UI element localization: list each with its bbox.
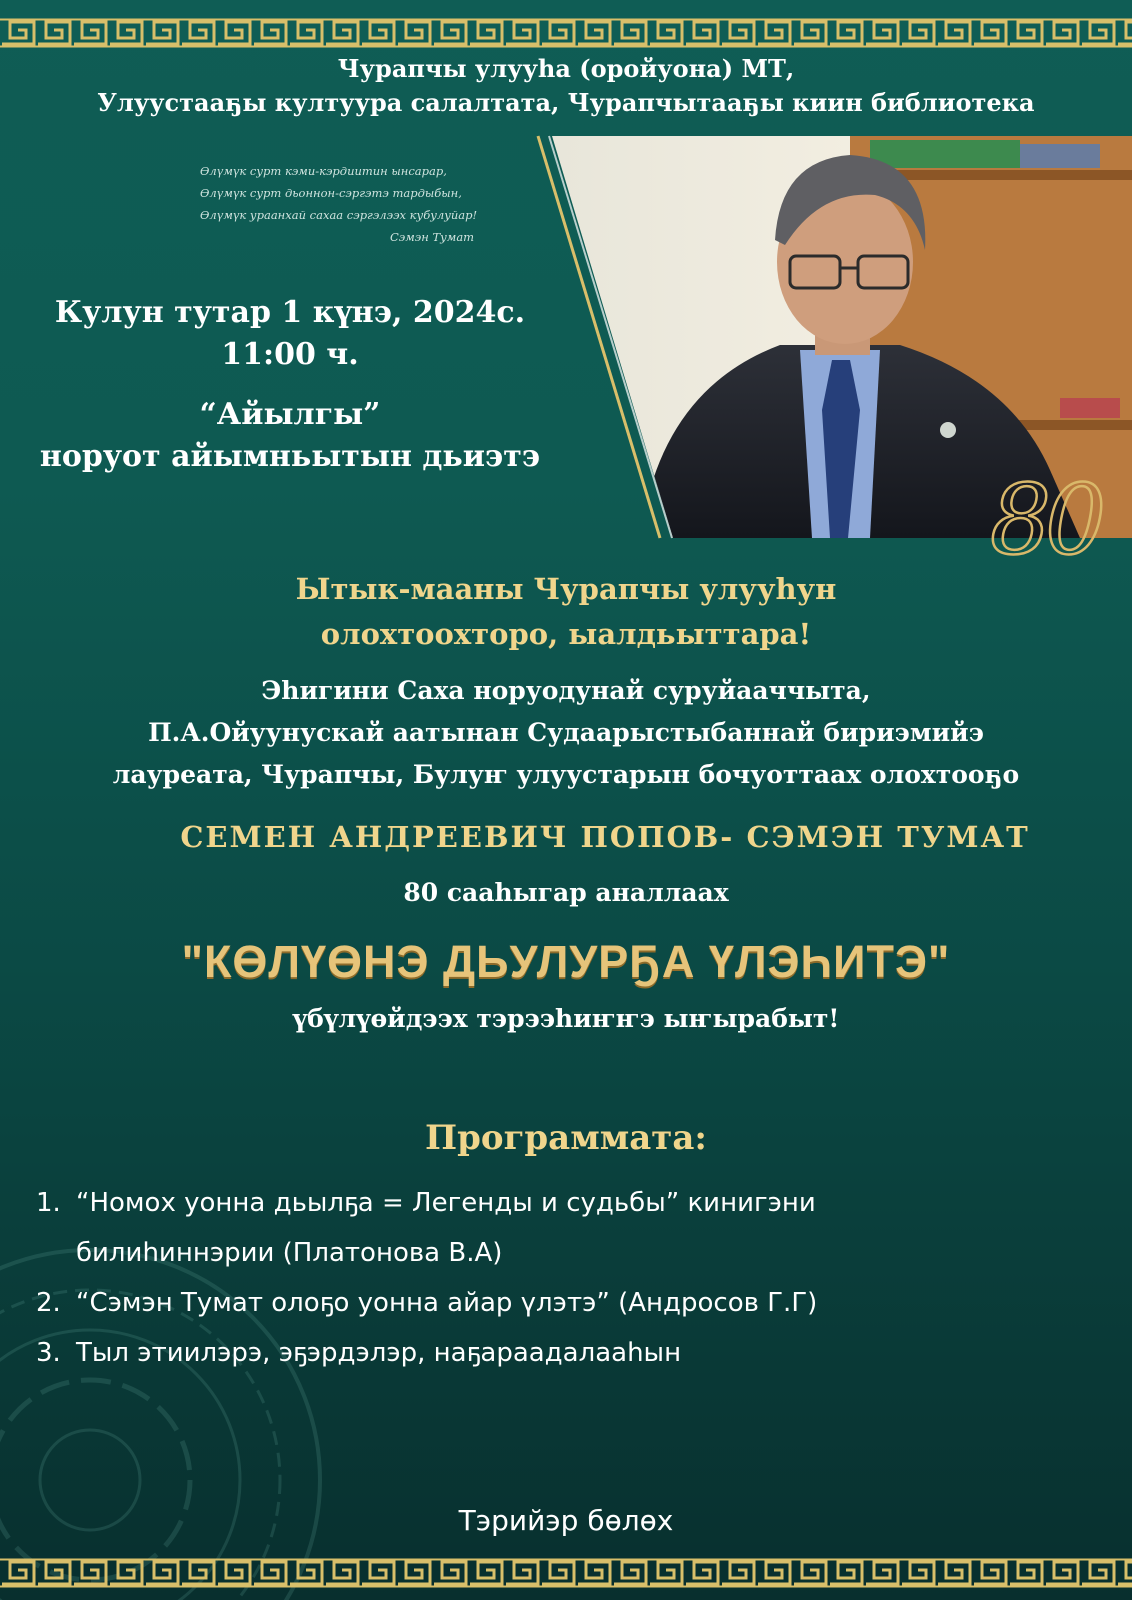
program-item-number: 1.	[36, 1188, 61, 1218]
program-item-text: билиһиннэрии (Платонова В.А)	[76, 1238, 503, 1268]
quote-line: Өлүмүк ураанхай сахаа сэргэлээх кубулуйар!	[200, 208, 478, 222]
program-item-text: Тыл этиилэрэ, эҕэрдэлэр, наҕараадалааһын	[76, 1338, 682, 1368]
venue-name: “Айылгы”	[199, 397, 381, 432]
honoree-name: СЕМЕН АНДРЕЕВИЧ ПОПОВ- СЭМЭН ТУМАТ	[180, 820, 1030, 854]
invitation-text: үбүлүөйдээх тэрээһиҥҥэ ыҥырабыт!	[292, 1004, 840, 1033]
event-time: 11:00 ч.	[221, 337, 359, 372]
greeting-line-1: Ытык-мааны Чурапчы улууһун	[295, 572, 837, 606]
description-line-1: Эһигини Саха норуодунай суруйааччыта,	[261, 676, 871, 705]
program-item	[36, 1278, 1116, 1328]
organizer-line-1: Чурапчы улууһа (оройуона) МТ,	[337, 54, 795, 83]
program-item	[36, 1178, 1116, 1228]
greeting	[0, 567, 1132, 657]
program-item-text: “Сэмэн Тумат олоҕо уонна айар үлэтэ” (Андросов Г.Г)	[76, 1288, 818, 1318]
program-list	[36, 1178, 1116, 1378]
meander-border-bottom	[0, 1558, 1132, 1588]
venue-description: норуот айымньытын дьиэтэ	[39, 439, 541, 474]
event-date: Кулун тутар 1 күнэ, 2024с.	[54, 295, 526, 330]
quote-line: Өлүмүк сурт дьоннон-сэргэтэ тардыбын,	[200, 186, 462, 200]
jubilee-text: 80 сааһыгар аналлаах	[403, 878, 729, 907]
description-line-3: лауреата, Чурапчы, Булуҥ улуустарын бочуоттаах олохтооҕо	[112, 760, 1020, 789]
organizers-footer: Тэрийэр бөлөх	[458, 1504, 674, 1537]
quote-line: Өлүмүк сурт кэми-кэрдиитин ынсарар,	[200, 164, 447, 178]
greeting-line-2: олохтоохторо, ыалдьыттара!	[320, 617, 812, 651]
program-item	[36, 1328, 1116, 1378]
program-heading: Программата:	[425, 1118, 707, 1158]
organizer-line-2: Улуустааҕы култуура салалтата, Чурапчытааҕы киин библиотека	[97, 88, 1035, 117]
description-line-2: П.А.Ойуунускай аатынан Судаарыстыбаннай бириэмийэ	[148, 718, 984, 747]
anniversary-badge: 80	[990, 464, 1101, 576]
quote-signature: Сэмэн Тумат	[390, 230, 475, 244]
honoree-description	[0, 670, 1132, 796]
portrait-photo	[0, 0, 1132, 560]
program-item-number: 3.	[36, 1338, 61, 1368]
program-item-continuation	[36, 1228, 1116, 1278]
event-main-title: "КӨЛҮӨНЭ ДЬУЛУРҔА ҮЛЭҺИТЭ"	[181, 936, 951, 987]
program-item-number: 2.	[36, 1288, 61, 1318]
program-item-text: “Номох уонна дьылҕа = Легенды и судьбы” кинигэни	[76, 1188, 816, 1218]
